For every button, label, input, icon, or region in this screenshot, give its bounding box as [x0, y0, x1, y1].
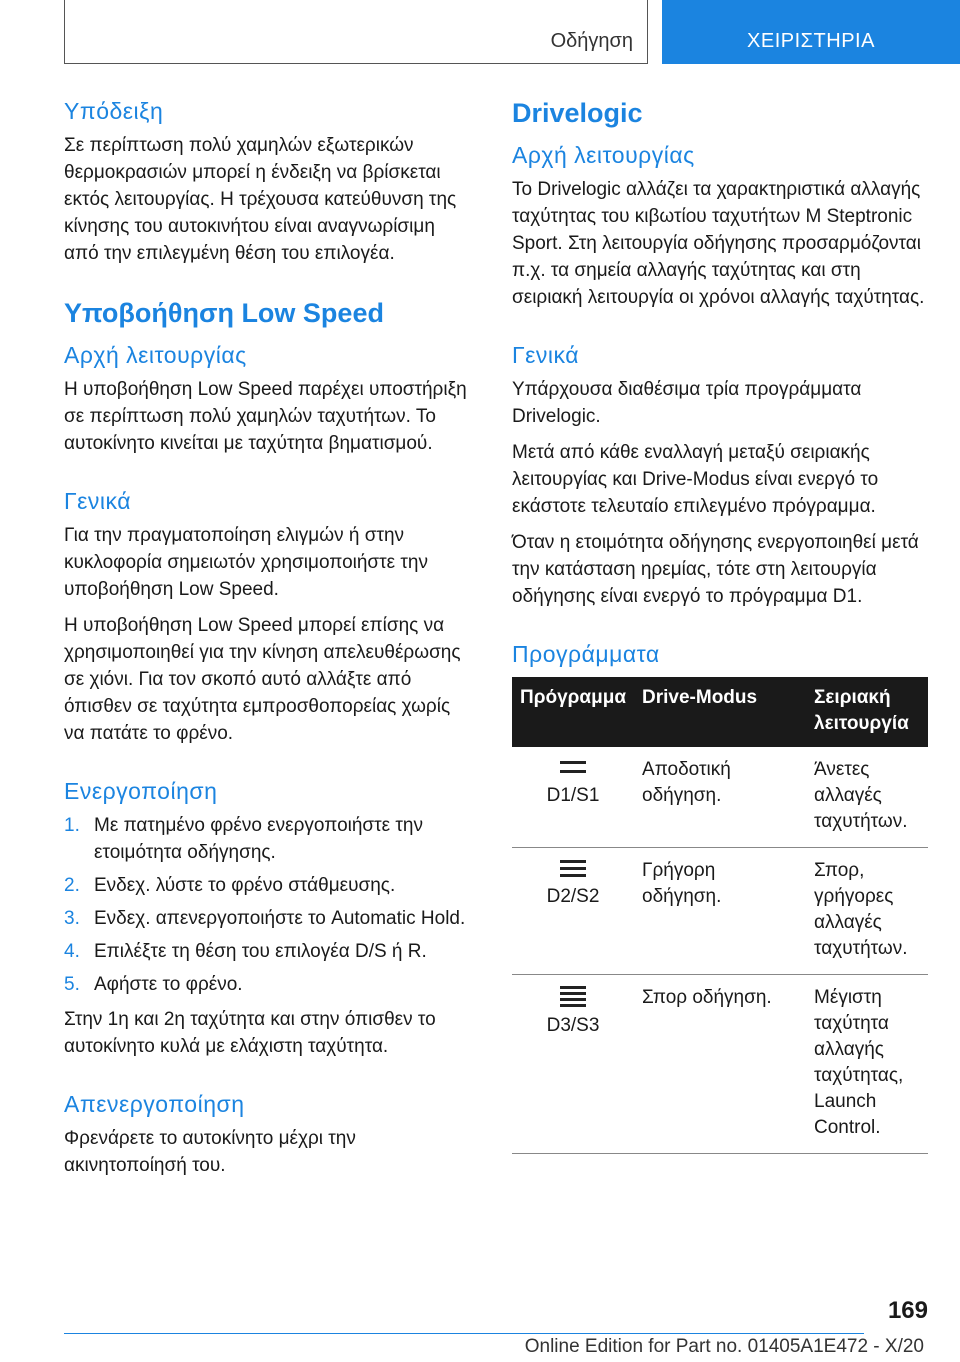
table-header-program: Πρόγραμμα: [512, 677, 634, 747]
header-chapter-label: ΧΕΙΡΙΣΤΗΡΙΑ: [747, 30, 875, 52]
program-label: D1/S1: [546, 785, 600, 806]
header-section-box: [64, 0, 648, 64]
table-cell-drive: Γρήγορη οδήγηση.: [634, 848, 806, 975]
hint-title: Υπόδειξη: [64, 98, 164, 124]
drivelogic-3-icon: [560, 985, 586, 1007]
list-item: [64, 905, 474, 932]
page-number: 169: [887, 1297, 928, 1324]
table-header-drive: Drive-Modus: [634, 677, 806, 747]
step-text: Αφήστε το φρένο.: [94, 974, 243, 995]
footer-divider: [64, 1333, 864, 1334]
table-cell-program: [512, 975, 634, 1154]
drivelogic-general-text-1: Υπάρχουσα διαθέσιμα τρία προγράμματα Drivelogic.: [512, 379, 862, 427]
hint-text: Σε περίπτωση πολύ χαμηλών εξωτερικών θερμοκρασιών μπορεί η ένδειξη να βρίσκεται εκτός λειτουργίας. Η τρέχουσα κατεύθυνση της κίνησης του αυτοκινήτου είναι αναγνωρίσιμη από την επιλεγμένη θέση του επιλογέα.: [64, 135, 457, 264]
programs-table: [512, 677, 928, 1154]
list-item: [64, 872, 474, 899]
table-cell-drive: Αποδοτική οδήγηση.: [634, 747, 806, 848]
lowspeed-principle-title: Αρχή λειτουργίας: [64, 342, 247, 368]
footer-edition: Online Edition for Part no. 01405A1E472 - X/20: [524, 1336, 924, 1357]
table-header-row: [512, 677, 928, 747]
left-column: [64, 96, 474, 1188]
lowspeed-title: Υποβοήθηση Low Speed: [64, 298, 384, 328]
table-cell-program: [512, 747, 634, 848]
header-chapter-tab[interactable]: [662, 0, 960, 64]
step-number: 3.: [64, 908, 80, 929]
activate-steps: [64, 812, 474, 998]
activate-note: Στην 1η και 2η ταχύτητα και στην όπισθεν το αυτοκίνητο κυλά με ελάχιστη ταχύτητα.: [64, 1009, 436, 1057]
drivelogic-general-text-3: Όταν η ετοιμότητα οδήγησης ενεργοποιηθεί μετά την κατάσταση ηρεμίας, τότε στη λειτουργία οδήγησης είναι ενεργό το πρόγραμμα D1.: [512, 532, 919, 607]
header-section-label: Οδήγηση: [550, 30, 633, 52]
drivelogic-principle-text: Το Drivelogic αλλάζει τα χαρακτηριστικά αλλαγής ταχύτητας του κιβωτίου ταχυτήτων M Steptronic Sport. Στη λειτουργία οδήγησης προσαρμόζονται π.χ. τα σημεία αλλαγής ταχύτητας και στη σειριακή λειτουργία οι χρόνοι αλλαγής ταχύτητας.: [512, 179, 925, 308]
step-text: Ενδεχ. λύστε το φρένο στάθμευσης.: [94, 875, 396, 896]
program-label: D3/S3: [546, 1015, 600, 1036]
lowspeed-principle-text: Η υποβοήθηση Low Speed παρέχει υποστήριξη σε περίπτωση πολύ χαμηλών ταχυτήτων. Το αυτοκίνητο κινείται με ταχύτητα βηματισμού.: [64, 379, 467, 454]
list-item: [64, 971, 474, 998]
table-cell-program: [512, 848, 634, 975]
lowspeed-general-text-2: Η υποβοήθηση Low Speed μπορεί επίσης να χρησιμοποιηθεί για την κίνηση απελευθέρωσης σε χιόνι. Για τον σκοπό αυτό αλλάξτε από όπισθεν σε ταχύτητα εμπροσθοπορείας χωρίς να πατάτε το φρένο.: [64, 615, 461, 744]
lowspeed-general-title: Γενικά: [64, 488, 132, 514]
drivelogic-general-text-2: Μετά από κάθε εναλλαγή μεταξύ σειριακής λειτουργίας και Drive-Modus είναι ενεργό το εκάστοτε τελευταίο επιλεγμένο πρόγραμμα.: [512, 442, 879, 517]
table-cell-drive: Σπορ οδήγηση.: [634, 975, 806, 1154]
list-item: [64, 812, 474, 866]
drivelogic-general-title: Γενικά: [512, 342, 580, 368]
step-text: Με πατημένο φρένο ενεργοποιήστε την ετοιμότητα οδήγησης.: [94, 815, 423, 863]
deactivate-title: Απενεργοποίηση: [64, 1091, 245, 1117]
activate-title: Ενεργοποίηση: [64, 778, 218, 804]
table-row: [512, 848, 928, 975]
drivelogic-1-icon: [560, 757, 586, 777]
step-number: 1.: [64, 815, 80, 836]
lowspeed-general-text-1: Για την πραγματοποίηση ελιγμών ή στην κυκλοφορία σημειωτόν χρησιμοποιήστε την υποβοήθηση Low Speed.: [64, 525, 428, 600]
list-item: [64, 938, 474, 965]
program-label: D2/S2: [546, 886, 600, 907]
step-text: Ενδεχ. απενεργοποιήστε το Automatic Hold.: [94, 908, 466, 929]
step-number: 4.: [64, 941, 80, 962]
drivelogic-title: Drivelogic: [512, 98, 643, 128]
table-cell-serial: Σπορ, γρήγορες αλλαγές ταχυτήτων.: [806, 848, 928, 975]
drivelogic-principle-title: Αρχή λειτουργίας: [512, 142, 695, 168]
drivelogic-2-icon: [560, 858, 586, 878]
right-column: [512, 96, 928, 1154]
table-row: [512, 975, 928, 1154]
table-cell-serial: Μέγιστη ταχύτητα αλλαγής ταχύτητας, Launch Control.: [806, 975, 928, 1154]
step-number: 5.: [64, 974, 80, 995]
programs-title: Προγράμματα: [512, 641, 660, 667]
table-cell-serial: Άνετες αλλαγές ταχυτήτων.: [806, 747, 928, 848]
step-number: 2.: [64, 875, 80, 896]
table-row: [512, 747, 928, 848]
deactivate-text: Φρενάρετε το αυτοκίνητο μέχρι την ακινητοποίησή του.: [64, 1128, 356, 1176]
table-header-serial: Σειριακή λειτουργία: [806, 677, 928, 747]
step-text: Επιλέξτε τη θέση του επιλογέα D/S ή R.: [94, 941, 427, 962]
